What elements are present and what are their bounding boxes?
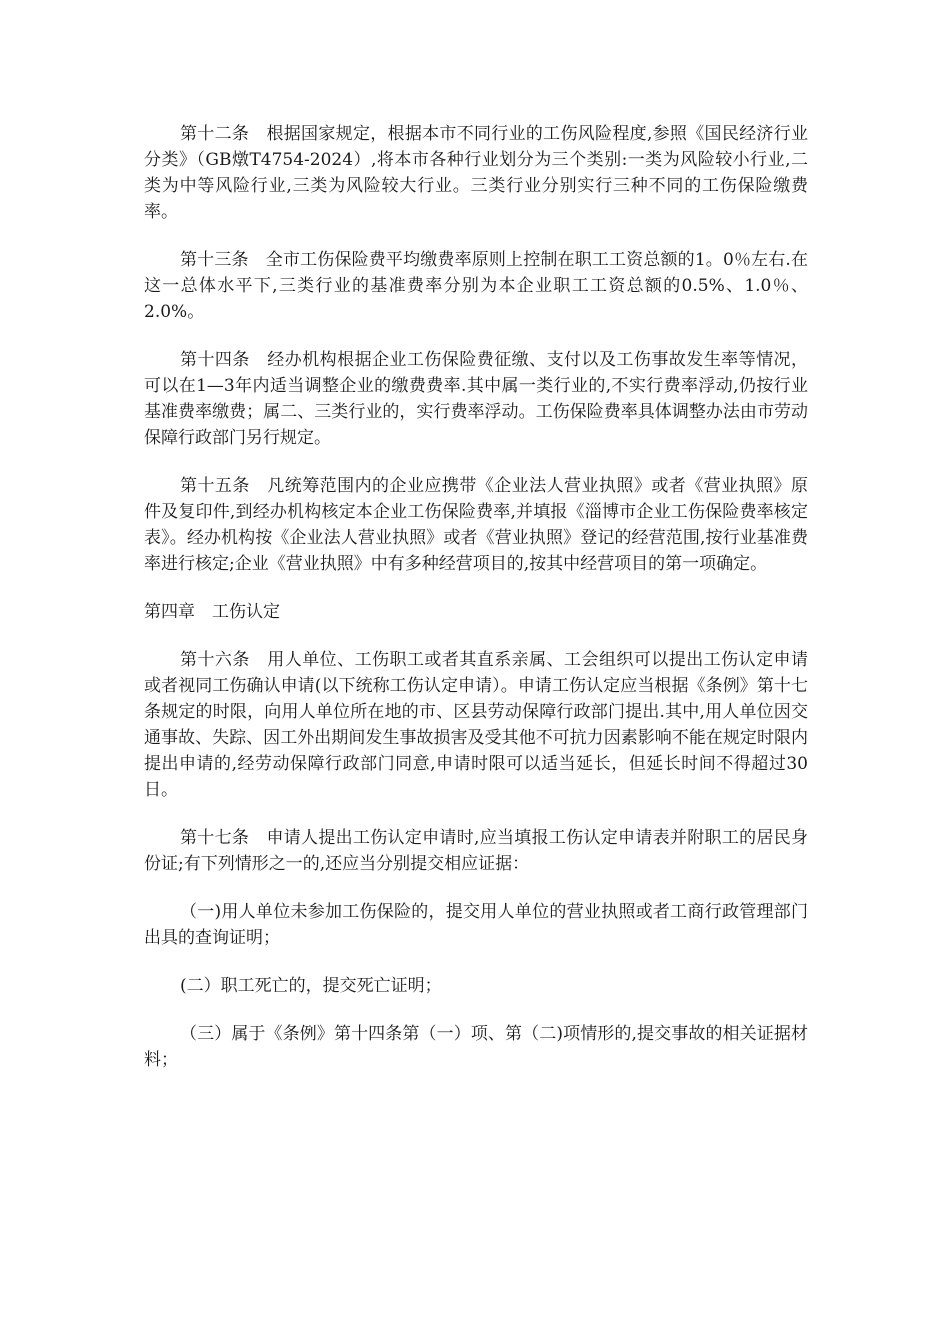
list-item-1: （一)用人单位未参加工伤保险的，提交用人单位的营业执照或者工商行政管理部门出具的查询证明； xyxy=(144,902,808,948)
article-15-paragraph: 第十五条 凡统筹范围内的企业应携带《企业法人营业执照》或者《营业执照》原件及复印件,到经办机构核定本企业工伤保险费率,并填报《淄博市企业工伤保险费率核定表》。经办机构按《企业法人营业执照》或者《营业执照》登记的经营范围,按行业基准费率进行核定;企业《营业执照》中有多种经营项目的,按其中经营项目的第一项确定。 xyxy=(144,476,808,574)
article-14-paragraph: 第十四条 经办机构根据企业工伤保险费征缴、支付以及工伤事故发生率等情况，可以在1—3年内适当调整企业的缴费费率.其中属一类行业的,不实行费率浮动,仍按行业基准费率缴费；属二、三类行业的，实行费率浮动。工伤保险费率具体调整办法由市劳动保障行政部门另行规定。 xyxy=(144,350,808,448)
article-16-paragraph: 第十六条 用人单位、工伤职工或者其直系亲属、工会组织可以提出工伤认定申请或者视同工伤确认申请(以下统称工伤认定申请）。申请工伤认定应当根据《条例》第十七条规定的时限，向用人单位所在地的市、区县劳动保障行政部门提出.其中,用人单位因交通事故、失踪、因工外出期间发生事故损害及受其他不可抗力因素影响不能在规定时限内提出申请的,经劳动保障行政部门同意,申请时限可以适当延长，但延长时间不得超过30日。 xyxy=(144,650,808,800)
list-item-3: （三）属于《条例》第十四条第（一）项、第（二)项情形的,提交事故的相关证据材料； xyxy=(144,1024,808,1070)
article-12-paragraph: 第十二条 根据国家规定，根据本市不同行业的工伤风险程度,参照《国民经济行业分类》（GB燉T4754-2024）,将本市各种行业划分为三个类别:一类为风险较小行业,二类为中等风险行业,三类为风险较大行业。三类行业分别实行三种不同的工伤保险缴费率。 xyxy=(144,124,808,222)
article-13-paragraph: 第十三条 全市工伤保险费平均缴费率原则上控制在职工工资总额的1。0％左右.在这一总体水平下,三类行业的基准费率分别为本企业职工工资总额的0.5%、1.0％、2.0%。 xyxy=(144,250,808,322)
chapter-4-heading: 第四章 工伤认定 xyxy=(144,602,280,622)
article-17-paragraph: 第十七条 申请人提出工伤认定申请时,应当填报工伤认定申请表并附职工的居民身份证;有下列情形之一的,还应当分别提交相应证据： xyxy=(144,828,808,874)
list-item-2: (二）职工死亡的，提交死亡证明； xyxy=(180,976,442,996)
document-body xyxy=(144,121,808,1095)
